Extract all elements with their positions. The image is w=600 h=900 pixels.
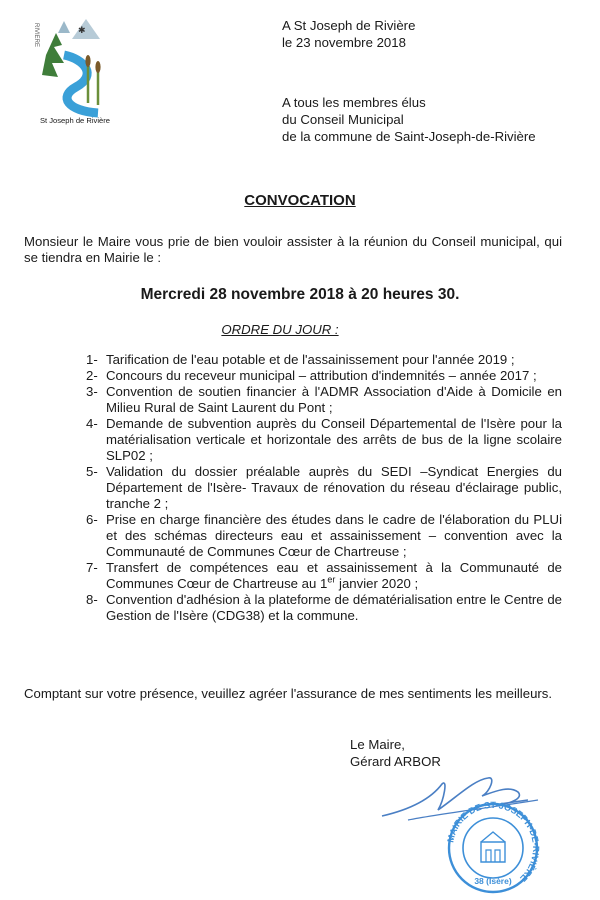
agenda-item-number: 1- bbox=[86, 352, 98, 367]
agenda-item-text: Validation du dossier préalable auprès du SEDI –Syndicat Energies du Département de l'Isère- Travaux de rénovation du réseau d'éclairage public, tranche 2 ; bbox=[106, 464, 562, 511]
agenda-item-text: Demande de subvention auprès du Conseil Départemental de l'Isère pour la matérialisation verticale et horizontale des arrêts de bus de la ligne scolaire SLP02 ; bbox=[106, 416, 562, 463]
agenda-list bbox=[64, 352, 562, 624]
recipient-line-1: A tous les membres élus bbox=[282, 95, 426, 110]
recipient-line-2: du Conseil Municipal bbox=[282, 112, 404, 127]
agenda-item-superscript: er bbox=[327, 574, 336, 585]
sender-block bbox=[282, 17, 415, 51]
agenda-item-number: 7- bbox=[86, 560, 98, 575]
mairie-stamp bbox=[445, 800, 541, 892]
document-title: CONVOCATION bbox=[244, 192, 356, 209]
agenda-item-number: 8- bbox=[86, 592, 98, 607]
agenda-item bbox=[64, 368, 562, 384]
agenda-item-text-after: janvier 2020 ; bbox=[335, 576, 419, 591]
meeting-datetime: Mercredi 28 novembre 2018 à 20 heures 30. bbox=[140, 286, 460, 303]
logo-vertical-text: RIVIERE bbox=[33, 23, 39, 48]
agenda-item bbox=[64, 512, 562, 560]
agenda-item-text-before: Transfert de compétences eau et assainissement à la Communauté de Communes Cœur de Chartreuse au 1 bbox=[106, 560, 562, 591]
agenda-item-number: 2- bbox=[86, 368, 98, 383]
agenda-item-number: 4- bbox=[86, 416, 98, 431]
agenda-item bbox=[64, 384, 562, 416]
agenda-item bbox=[64, 560, 562, 592]
agenda-item bbox=[64, 592, 562, 624]
municipal-logo bbox=[28, 15, 122, 125]
agenda-item-text: Concours du receveur municipal – attribution d'indemnités – année 2017 ; bbox=[106, 368, 537, 383]
agenda-item bbox=[64, 416, 562, 464]
agenda-item-text: Tarification de l'eau potable et de l'assainissement pour l'année 2019 ; bbox=[106, 352, 515, 367]
stamp-ring-text: MAIRIE DE ST-JOSEPH-DE-RIVIÈRE bbox=[445, 799, 542, 884]
sender-place: A St Joseph de Rivière bbox=[282, 18, 416, 33]
svg-text:✱: ✱ bbox=[78, 25, 86, 35]
agenda-item bbox=[64, 352, 562, 368]
agenda-item-text: Convention d'adhésion à la plateforme de dématérialisation entre le Centre de Gestion de l'Isère (CDG38) et la commune. bbox=[106, 592, 562, 623]
closing-paragraph: Comptant sur votre présence, veuillez agréer l'assurance de mes sentiments les meilleurs. bbox=[24, 686, 553, 701]
logo-caption: St Joseph de Rivière bbox=[39, 116, 111, 125]
letter-date: le 23 novembre 2018 bbox=[282, 35, 406, 50]
recipient-line-3: de la commune de Saint-Joseph-de-Rivière bbox=[282, 129, 536, 144]
intro-paragraph: Monsieur le Maire vous prie de bien vouloir assister à la réunion du Conseil municipal, qui se tiendra en Mairie le : bbox=[24, 234, 562, 265]
agenda-title: ORDRE DU JOUR : bbox=[221, 322, 339, 337]
agenda-item-text: Prise en charge financière des études dans le cadre de l'élaboration du PLUi et des schémas directeurs eau et assainissement – convention avec la Communauté de Communes Cœur de Chartreuse ; bbox=[106, 512, 562, 559]
signoff-role: Le Maire, bbox=[350, 737, 405, 752]
signoff-block bbox=[350, 736, 441, 770]
agenda-item-text: Convention de soutien financier à l'ADMR Association d'Aide à Domicile en Milieu Rural de Saint Laurent du Pont ; bbox=[106, 384, 562, 415]
agenda-item bbox=[64, 464, 562, 512]
agenda-item-number: 5- bbox=[86, 464, 98, 479]
signoff-name: Gérard ARBOR bbox=[350, 754, 441, 769]
stamp-bottom-text: 38 (Isère) bbox=[474, 876, 512, 886]
signature-and-stamp bbox=[378, 770, 548, 896]
agenda-item-number: 6- bbox=[86, 512, 98, 527]
recipient-block bbox=[282, 94, 536, 145]
agenda-item-number: 3- bbox=[86, 384, 98, 399]
